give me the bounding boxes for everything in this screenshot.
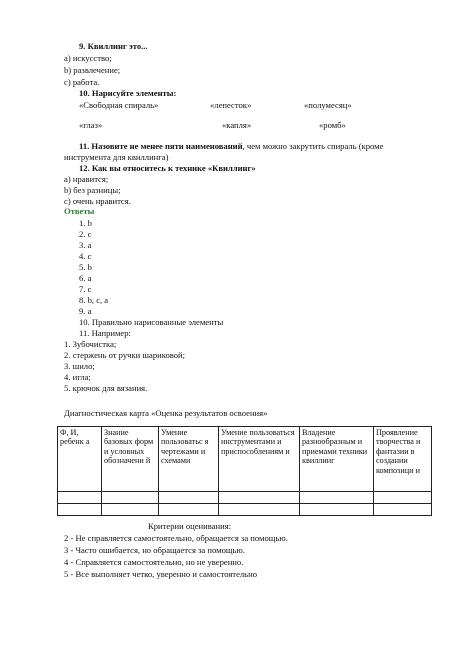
question-9-option-c: c) работа.: [64, 77, 100, 87]
question-10-title: 10. Нарисуйте элементы:: [79, 88, 177, 98]
question-9-option-a: a) искусство;: [64, 53, 112, 63]
answers-heading: Ответы: [64, 206, 95, 216]
criteria-title: Критерии оценивания:: [148, 521, 232, 531]
criteria-item: 4 - Справляется самостоятельно, но не уверенно.: [64, 557, 244, 567]
table-cell: [58, 504, 102, 516]
answer-item: 5. b: [79, 262, 92, 272]
element-free-spiral: «Свободная спираль»: [79, 100, 159, 110]
table-header-row: [58, 427, 432, 492]
table-cell: [159, 504, 219, 516]
table-cell: [374, 492, 432, 504]
table-cell: [219, 492, 300, 504]
table-cell: [300, 504, 374, 516]
table-row: [58, 504, 432, 516]
header-techniques: Владение разнообразным и приемами техники квиллинг: [300, 427, 374, 492]
answer-example: 2. стержень от ручки шариковой;: [64, 350, 186, 360]
answer-item: 6. a: [79, 273, 92, 283]
question-11-rest: , чем можно закрутить спираль (кроме: [242, 141, 384, 151]
header-tools: Умение пользоваться инструментами и приспособлениям и: [219, 427, 300, 492]
answer-item: 8. b, c, a: [79, 295, 109, 305]
answer-item: 7. c: [79, 284, 92, 294]
question-9-title: 9. Квиллинг это...: [79, 41, 148, 51]
question-12-title: 12. Как вы относитесь к технике «Квиллинг»: [79, 163, 256, 173]
answer-item: 1. b: [79, 218, 92, 228]
header-creativity: Проявление творчества и фантазии в создании композици и: [374, 427, 432, 492]
table-row: [58, 492, 432, 504]
question-12-option-a: a) нравится;: [64, 174, 109, 184]
answer-example: 1. Зубочистка;: [64, 339, 117, 349]
header-drawings: Умение пользоватьс я чертежами и схемами: [159, 427, 219, 492]
table-cell: [219, 504, 300, 516]
question-9-option-b: b) развлечение;: [64, 65, 121, 75]
answer-example: 4. игла;: [64, 372, 91, 382]
answer-item: 10. Правильно нарисованные элементы: [79, 317, 224, 327]
diagnostic-table: [57, 426, 432, 516]
table-cell: [102, 492, 159, 504]
element-drop: «капля»: [222, 120, 252, 130]
element-crescent: «полумесяц»: [304, 100, 352, 110]
table-cell: [102, 504, 159, 516]
question-11-bold: 11. Назовите не менее пяти наименований: [79, 141, 243, 151]
answer-item: 3. a: [79, 240, 92, 250]
element-eye: «глаз»: [79, 120, 103, 130]
question-11-line2: инструмента для квиллинга): [64, 152, 169, 162]
criteria-item: 3 - Часто ошибается, но обращается за помощью.: [64, 545, 245, 555]
criteria-item: 5 - Все выполняет четко, уверенно и самостоятельно: [64, 569, 257, 579]
question-12-option-c: c) очень нравится.: [64, 196, 131, 206]
element-rhombus: «ромб»: [319, 120, 346, 130]
table-cell: [159, 492, 219, 504]
answer-example: 5. крючок для вязания.: [64, 383, 148, 393]
table-cell: [374, 504, 432, 516]
header-child-name: Ф, И, ребенк а: [58, 427, 102, 492]
table-cell: [58, 492, 102, 504]
element-petal: «лепесток»: [210, 100, 252, 110]
criteria-item: 2 - Не справляется самостоятельно, обращается за помощью.: [64, 533, 288, 543]
table-cell: [300, 492, 374, 504]
question-11-line1: [79, 141, 383, 151]
answer-item: 11. Например:: [79, 328, 131, 338]
answer-item: 2. c: [79, 229, 92, 239]
header-basic-forms: Знание базовых форм и условных обозначени й: [102, 427, 159, 492]
answer-example: 3. шило;: [64, 361, 95, 371]
answer-item: 4. c: [79, 251, 92, 261]
answer-item: 9. a: [79, 306, 92, 316]
diagnostic-title: Диагностическая карта «Оценка результатов освоения»: [64, 408, 268, 418]
question-12-option-b: b) без разницы;: [64, 185, 121, 195]
